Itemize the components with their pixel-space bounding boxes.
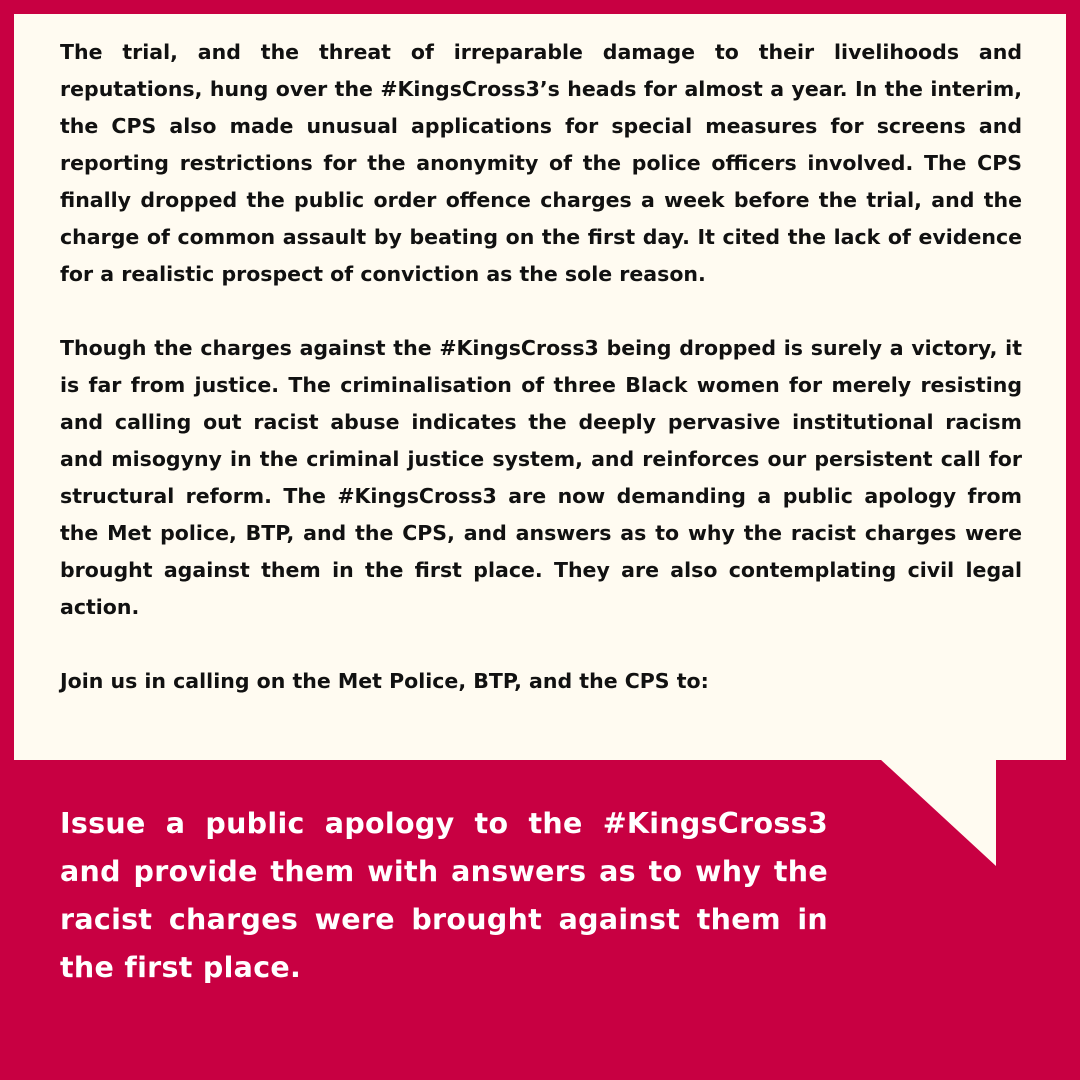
call-to-action: Join us in calling on the Met Police, BTP, and the CPS to: (60, 669, 709, 693)
demand-statement: Issue a public apology to the #KingsCross3 and provide them with answers as to why the racist charges were brought against them in the first place. (60, 807, 828, 984)
article-body (60, 34, 1022, 700)
paragraph-trial: The trial, and the threat of irreparable damage to their livelihoods and reputations, hung over the #KingsCross3’s heads for almost a year. In the interim, the CPS also made unusual applications for special measures for screens and reporting restrictions for the anonymity of the police officers involved. The CPS finally dropped the public order offence charges a week before the trial, and the charge of common assault by beating on the first day. It cited the lack of evidence for a realistic prospect of conviction as the sole reason. (60, 40, 1022, 286)
paragraph-justice: Though the charges against the #KingsCross3 being dropped is surely a victory, it is far from justice. The criminalisation of three Black women for merely resisting and calling out racist abuse indicates the deeply pervasive institutional racism and misogyny in the criminal justice system, and reinforces our persistent call for structural reform. The #KingsCross3 are now demanding a public apology from the Met police, BTP, and the CPS, and answers as to why the racist charges were brought against them in the first place. They are also contemplating civil legal action. (60, 336, 1022, 619)
